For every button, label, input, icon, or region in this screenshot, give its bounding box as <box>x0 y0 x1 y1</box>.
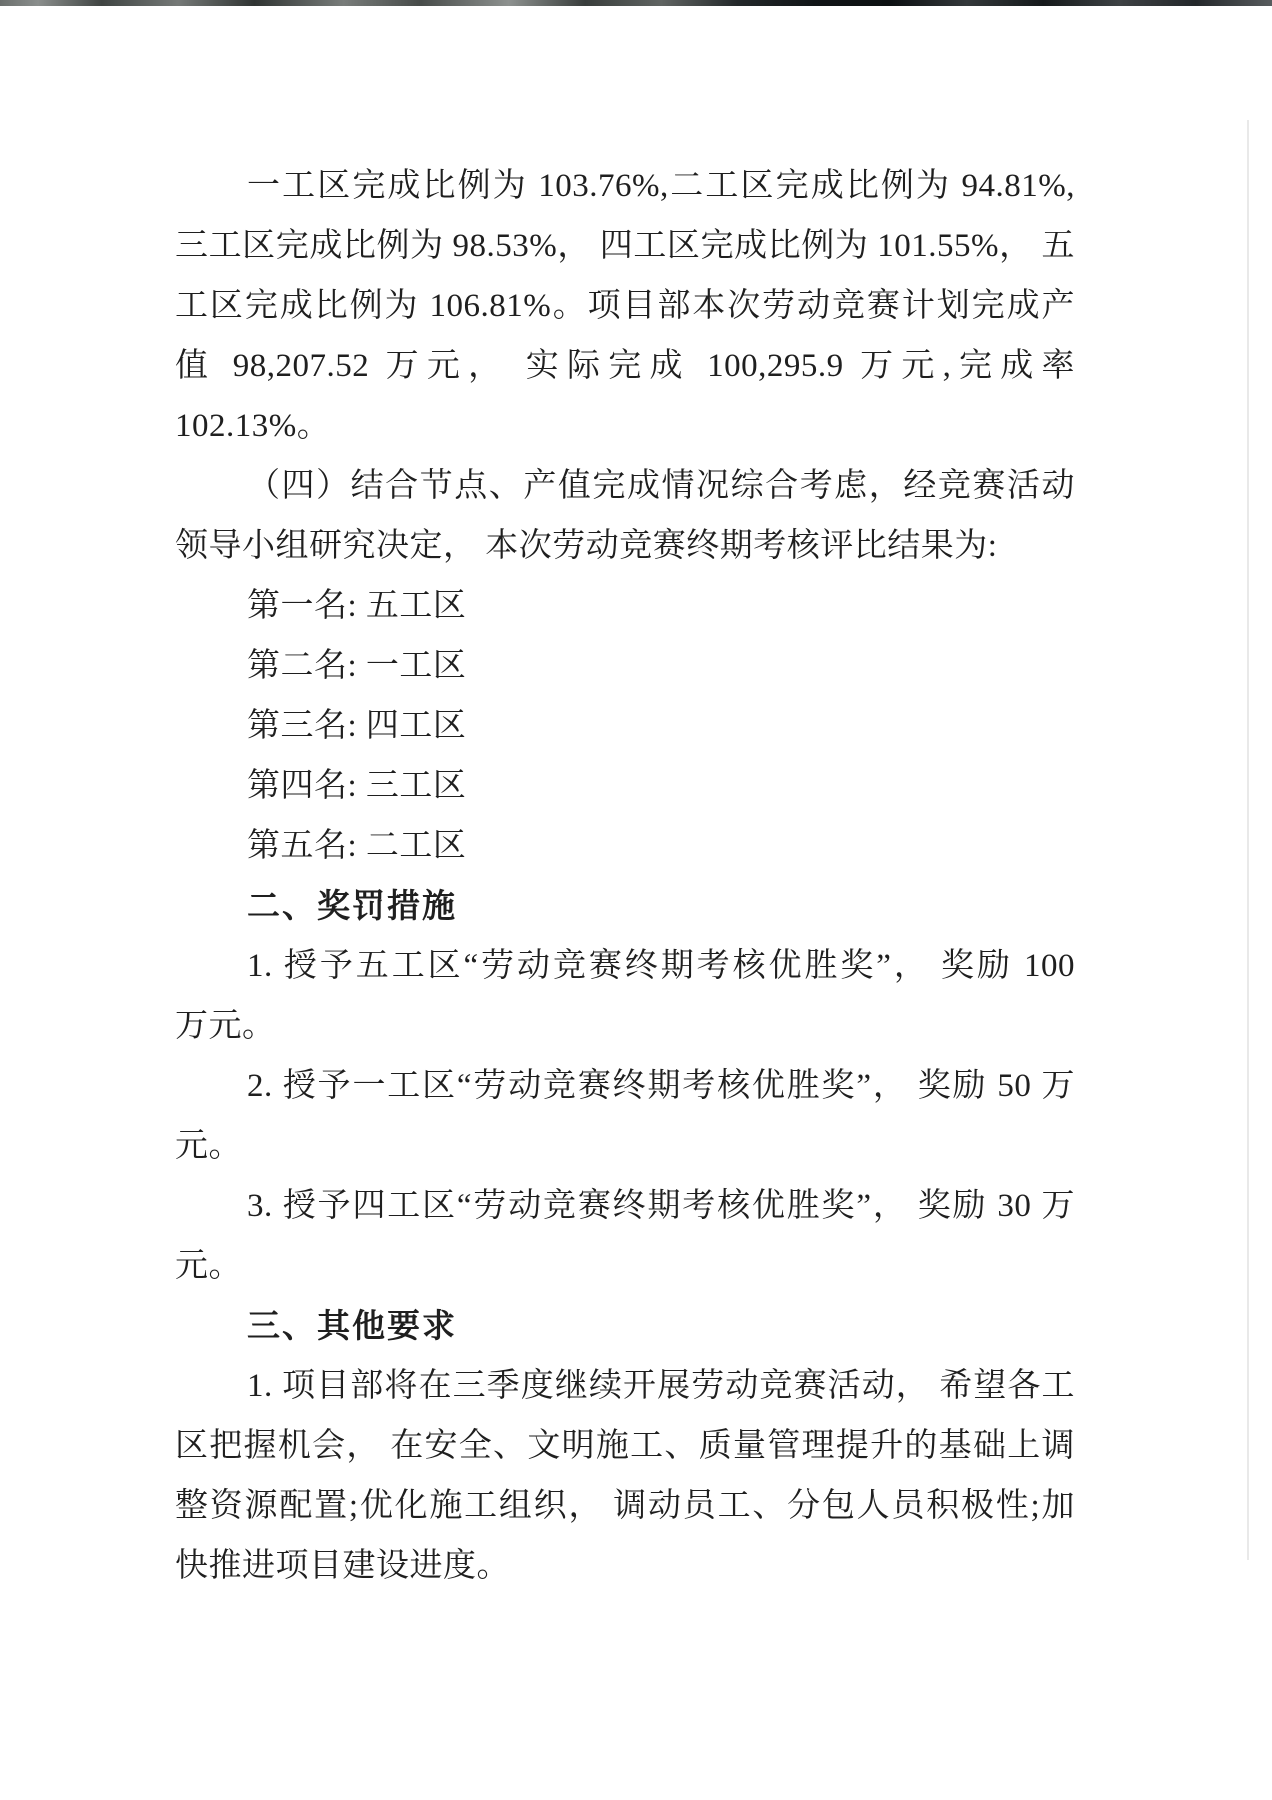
text-line: 第五名: 二工区 <box>247 828 467 864</box>
text-line: 区把握机会， 在安全、文明施工、质量管理提升的基础上调 <box>175 1428 1075 1464</box>
scan-edge-artifact <box>0 0 1272 6</box>
text-line: 第一名: 五工区 <box>247 588 467 624</box>
text-line: 值 98,207.52 万元， 实际完成 100,295.9 万元,完成率 <box>175 348 1076 384</box>
text-line: 2. 授予一工区“劳动竞赛终期考核优胜奖”， 奖励 50 万 <box>247 1068 1075 1104</box>
text-line: 102.13%。 <box>175 408 331 444</box>
text-line: （四）结合节点、产值完成情况综合考虑，经竞赛活动 <box>247 468 1075 504</box>
text-line: 第二名: 一工区 <box>247 648 467 684</box>
text-line: 元。 <box>175 1128 242 1164</box>
text-line: 第三名: 四工区 <box>247 708 467 744</box>
text-line: 工区完成比例为 106.81%。项目部本次劳动竞赛计划完成产 <box>175 288 1075 324</box>
text-line: 整资源配置;优化施工组织， 调动员工、分包人员积极性;加 <box>175 1488 1075 1524</box>
text-line: 三工区完成比例为 98.53%， 四工区完成比例为 101.55%， 五 <box>175 228 1075 264</box>
text-line: 快推进项目建设进度。 <box>175 1548 510 1584</box>
text-line: 三、其他要求 <box>247 1307 457 1344</box>
text-line: 万元。 <box>175 1008 276 1044</box>
text-line: 元。 <box>175 1248 242 1284</box>
text-line: 1. 授予五工区“劳动竞赛终期考核优胜奖”， 奖励 100 <box>247 948 1075 984</box>
text-line: 二、奖罚措施 <box>247 887 457 924</box>
text-line: 一工区完成比例为 103.76%,二工区完成比例为 94.81%, <box>247 168 1075 204</box>
text-line: 3. 授予四工区“劳动竞赛终期考核优胜奖”， 奖励 30 万 <box>247 1188 1075 1224</box>
document-text-block <box>175 156 1075 1596</box>
text-line: 第四名: 三工区 <box>247 768 467 804</box>
text-line: 领导小组研究决定， 本次劳动竞赛终期考核评比结果为: <box>175 528 998 564</box>
scan-fold-line <box>1247 120 1249 1560</box>
text-line: 1. 项目部将在三季度继续开展劳动竞赛活动， 希望各工 <box>247 1368 1075 1404</box>
